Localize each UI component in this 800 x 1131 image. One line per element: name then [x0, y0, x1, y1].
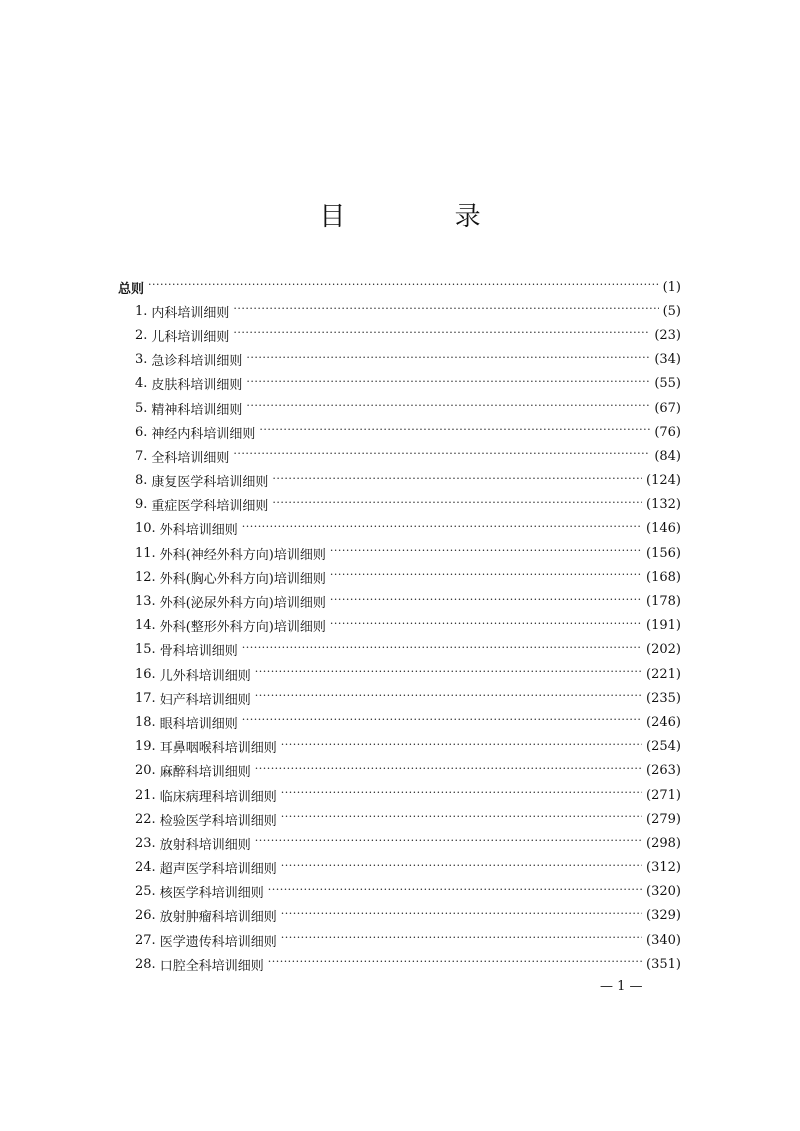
toc-entry-label: 儿科培训细则	[151, 329, 230, 345]
toc-entry-number: 19.	[135, 739, 156, 755]
dot-leader	[233, 329, 650, 341]
toc-entry[interactable]	[118, 469, 681, 493]
toc-entry-number: 16.	[135, 666, 156, 682]
dot-leader	[281, 741, 642, 753]
dot-leader	[233, 305, 658, 317]
toc-entry-page: (246)	[646, 714, 681, 730]
toc-entry[interactable]	[118, 541, 681, 565]
toc-entry-label: 外科(整形外科方向)培训细则	[159, 620, 326, 636]
toc-entry-number: 9.	[135, 497, 148, 513]
dot-leader	[330, 620, 642, 632]
toc-entry-number: 12.	[135, 569, 156, 585]
toc-entry-number: 5.	[135, 400, 148, 416]
toc-entry[interactable]	[118, 928, 681, 952]
toc-entry-page: (329)	[646, 908, 681, 924]
toc-entry[interactable]	[118, 783, 681, 807]
toc-entry-page: (271)	[646, 787, 681, 803]
toc-entry-label: 外科(神经外科方向)培训细则	[159, 547, 326, 563]
toc-entry[interactable]	[118, 614, 681, 638]
toc-entry-number: 2.	[135, 327, 148, 343]
toc-entry-label: 医学遗传科培训细则	[159, 934, 277, 950]
toc-entry[interactable]	[118, 856, 681, 880]
toc-entry-page: (178)	[646, 594, 681, 610]
toc-entry-number: 25.	[135, 884, 156, 900]
toc-entry-number: 15.	[135, 642, 156, 658]
toc-entry-number: 11.	[135, 545, 156, 561]
toc-entry-page: (202)	[646, 642, 681, 658]
toc-entry[interactable]	[118, 444, 681, 468]
toc-entry[interactable]	[118, 662, 681, 686]
toc-entry[interactable]	[118, 517, 681, 541]
dot-leader	[281, 862, 642, 874]
toc-entry-label: 神经内科培训细则	[151, 426, 256, 442]
toc-entry[interactable]	[118, 589, 681, 613]
dot-leader	[148, 281, 659, 293]
toc-entry-label: 重症医学科培训细则	[151, 499, 269, 515]
toc-entry-label: 口腔全科培训细则	[159, 958, 264, 974]
dot-leader	[259, 426, 650, 438]
toc-entry-number: 21.	[135, 787, 156, 803]
toc-entry-page: (34)	[654, 352, 681, 368]
toc-entry[interactable]	[118, 904, 681, 928]
toc-entry-number: 10.	[135, 521, 156, 537]
toc-entry-page: (84)	[654, 448, 681, 464]
toc-entry-label: 内科培训细则	[151, 305, 230, 321]
toc-entry-label: 放射科培训细则	[159, 837, 251, 853]
toc-entry-label: 骨科培训细则	[159, 644, 238, 660]
toc-entry-page: (146)	[646, 521, 681, 537]
dot-leader	[255, 668, 642, 680]
toc-entry-page: (263)	[646, 763, 681, 779]
page-number: — 1 —	[600, 979, 643, 994]
toc-entry[interactable]	[118, 831, 681, 855]
toc-entry[interactable]	[118, 686, 681, 710]
toc-entry-number: 4.	[135, 376, 148, 392]
dot-leader	[330, 547, 642, 559]
toc-entry-label: 外科培训细则	[159, 523, 238, 539]
toc-entry-page: (320)	[646, 884, 681, 900]
toc-entry-number: 8.	[135, 473, 148, 489]
dot-leader	[255, 765, 642, 777]
dot-leader	[281, 934, 642, 946]
toc-entry[interactable]	[118, 735, 681, 759]
dot-leader	[246, 378, 650, 390]
dot-leader	[330, 571, 642, 583]
dot-leader	[246, 402, 650, 414]
toc-entry-page: (351)	[646, 956, 681, 972]
toc-entry[interactable]	[118, 275, 681, 299]
toc-entry[interactable]	[118, 759, 681, 783]
toc-entry-number: 26.	[135, 908, 156, 924]
toc-entry-number: 17.	[135, 690, 156, 706]
toc-entry-number: 28.	[135, 956, 156, 972]
toc-entry-page: (124)	[646, 473, 681, 489]
dot-leader	[255, 837, 642, 849]
dot-leader	[242, 523, 642, 535]
toc-entry-page: (168)	[646, 569, 681, 585]
toc-entry-label: 总则	[118, 281, 145, 297]
toc-entry-label: 临床病理科培训细则	[159, 789, 277, 805]
dot-leader	[268, 958, 642, 970]
toc-entry-number: 3.	[135, 352, 148, 368]
toc-entry[interactable]	[118, 348, 681, 372]
toc-entry-number: 18.	[135, 714, 156, 730]
toc-entry-page: (254)	[646, 739, 681, 755]
toc-entry-page: (235)	[646, 690, 681, 706]
toc-entry-label: 皮肤科培训细则	[151, 378, 243, 394]
table-of-contents	[118, 275, 681, 976]
toc-entry-label: 外科(泌尿外科方向)培训细则	[159, 596, 326, 612]
toc-entry-page: (5)	[662, 303, 681, 319]
toc-entry-label: 眼科培训细则	[159, 716, 238, 732]
toc-entry[interactable]	[118, 952, 681, 976]
toc-entry-number: 23.	[135, 835, 156, 851]
toc-entry-page: (156)	[646, 545, 681, 561]
dot-leader	[242, 716, 642, 728]
dot-leader	[281, 910, 642, 922]
toc-entry-number: 7.	[135, 448, 148, 464]
toc-entry-page: (298)	[646, 835, 681, 851]
toc-entry-page: (55)	[654, 376, 681, 392]
toc-entry-number: 22.	[135, 811, 156, 827]
toc-entry[interactable]	[118, 565, 681, 589]
dot-leader	[281, 813, 642, 825]
toc-entry[interactable]	[118, 299, 681, 323]
toc-entry-label: 耳鼻咽喉科培训细则	[159, 741, 277, 757]
toc-entry-page: (67)	[654, 400, 681, 416]
toc-entry-number: 20.	[135, 763, 156, 779]
toc-entry-page: (279)	[646, 811, 681, 827]
toc-entry-label: 外科(胸心外科方向)培训细则	[159, 571, 326, 587]
dot-leader	[255, 692, 642, 704]
toc-entry-page: (191)	[646, 618, 681, 634]
dot-leader	[281, 789, 642, 801]
toc-entry-page: (221)	[646, 666, 681, 682]
toc-entry-number: 6.	[135, 424, 148, 440]
dot-leader	[272, 499, 642, 511]
toc-entry[interactable]	[118, 493, 681, 517]
toc-entry-label: 精神科培训细则	[151, 402, 243, 418]
toc-entry-label: 核医学科培训细则	[159, 886, 264, 902]
toc-entry[interactable]	[118, 807, 681, 831]
toc-entry[interactable]	[118, 880, 681, 904]
toc-entry[interactable]	[118, 396, 681, 420]
toc-entry-page: (340)	[646, 932, 681, 948]
page-title: 目 录	[319, 202, 523, 232]
toc-entry-page: (23)	[654, 327, 681, 343]
dot-leader	[272, 475, 642, 487]
toc-entry-number: 24.	[135, 860, 156, 876]
toc-entry-label: 妇产科培训细则	[159, 692, 251, 708]
toc-entry-label: 康复医学科培训细则	[151, 475, 269, 491]
dot-leader	[233, 450, 650, 462]
toc-entry-page: (76)	[654, 424, 681, 440]
toc-entry-page: (312)	[646, 860, 681, 876]
toc-entry-label: 儿外科培训细则	[159, 668, 251, 684]
toc-entry-label: 超声医学科培训细则	[159, 862, 277, 878]
toc-entry[interactable]	[118, 372, 681, 396]
toc-entry[interactable]	[118, 638, 681, 662]
dot-leader	[246, 354, 650, 366]
toc-entry-number: 13.	[135, 594, 156, 610]
toc-entry-label: 麻醉科培训细则	[159, 765, 251, 781]
toc-entry-label: 检验医学科培训细则	[159, 813, 277, 829]
toc-entry[interactable]	[118, 420, 681, 444]
toc-entry-label: 全科培训细则	[151, 450, 230, 466]
toc-entry-label: 放射肿瘤科培训细则	[159, 910, 277, 926]
toc-entry[interactable]	[118, 323, 681, 347]
dot-leader	[268, 886, 642, 898]
toc-entry-label: 急诊科培训细则	[151, 354, 243, 370]
toc-entry-page: (132)	[646, 497, 681, 513]
dot-leader	[242, 644, 642, 656]
toc-entry-page: (1)	[662, 279, 681, 295]
toc-entry[interactable]	[118, 710, 681, 734]
toc-entry-number: 1.	[135, 303, 148, 319]
dot-leader	[330, 596, 642, 608]
toc-entry-number: 27.	[135, 932, 156, 948]
toc-entry-number: 14.	[135, 618, 156, 634]
